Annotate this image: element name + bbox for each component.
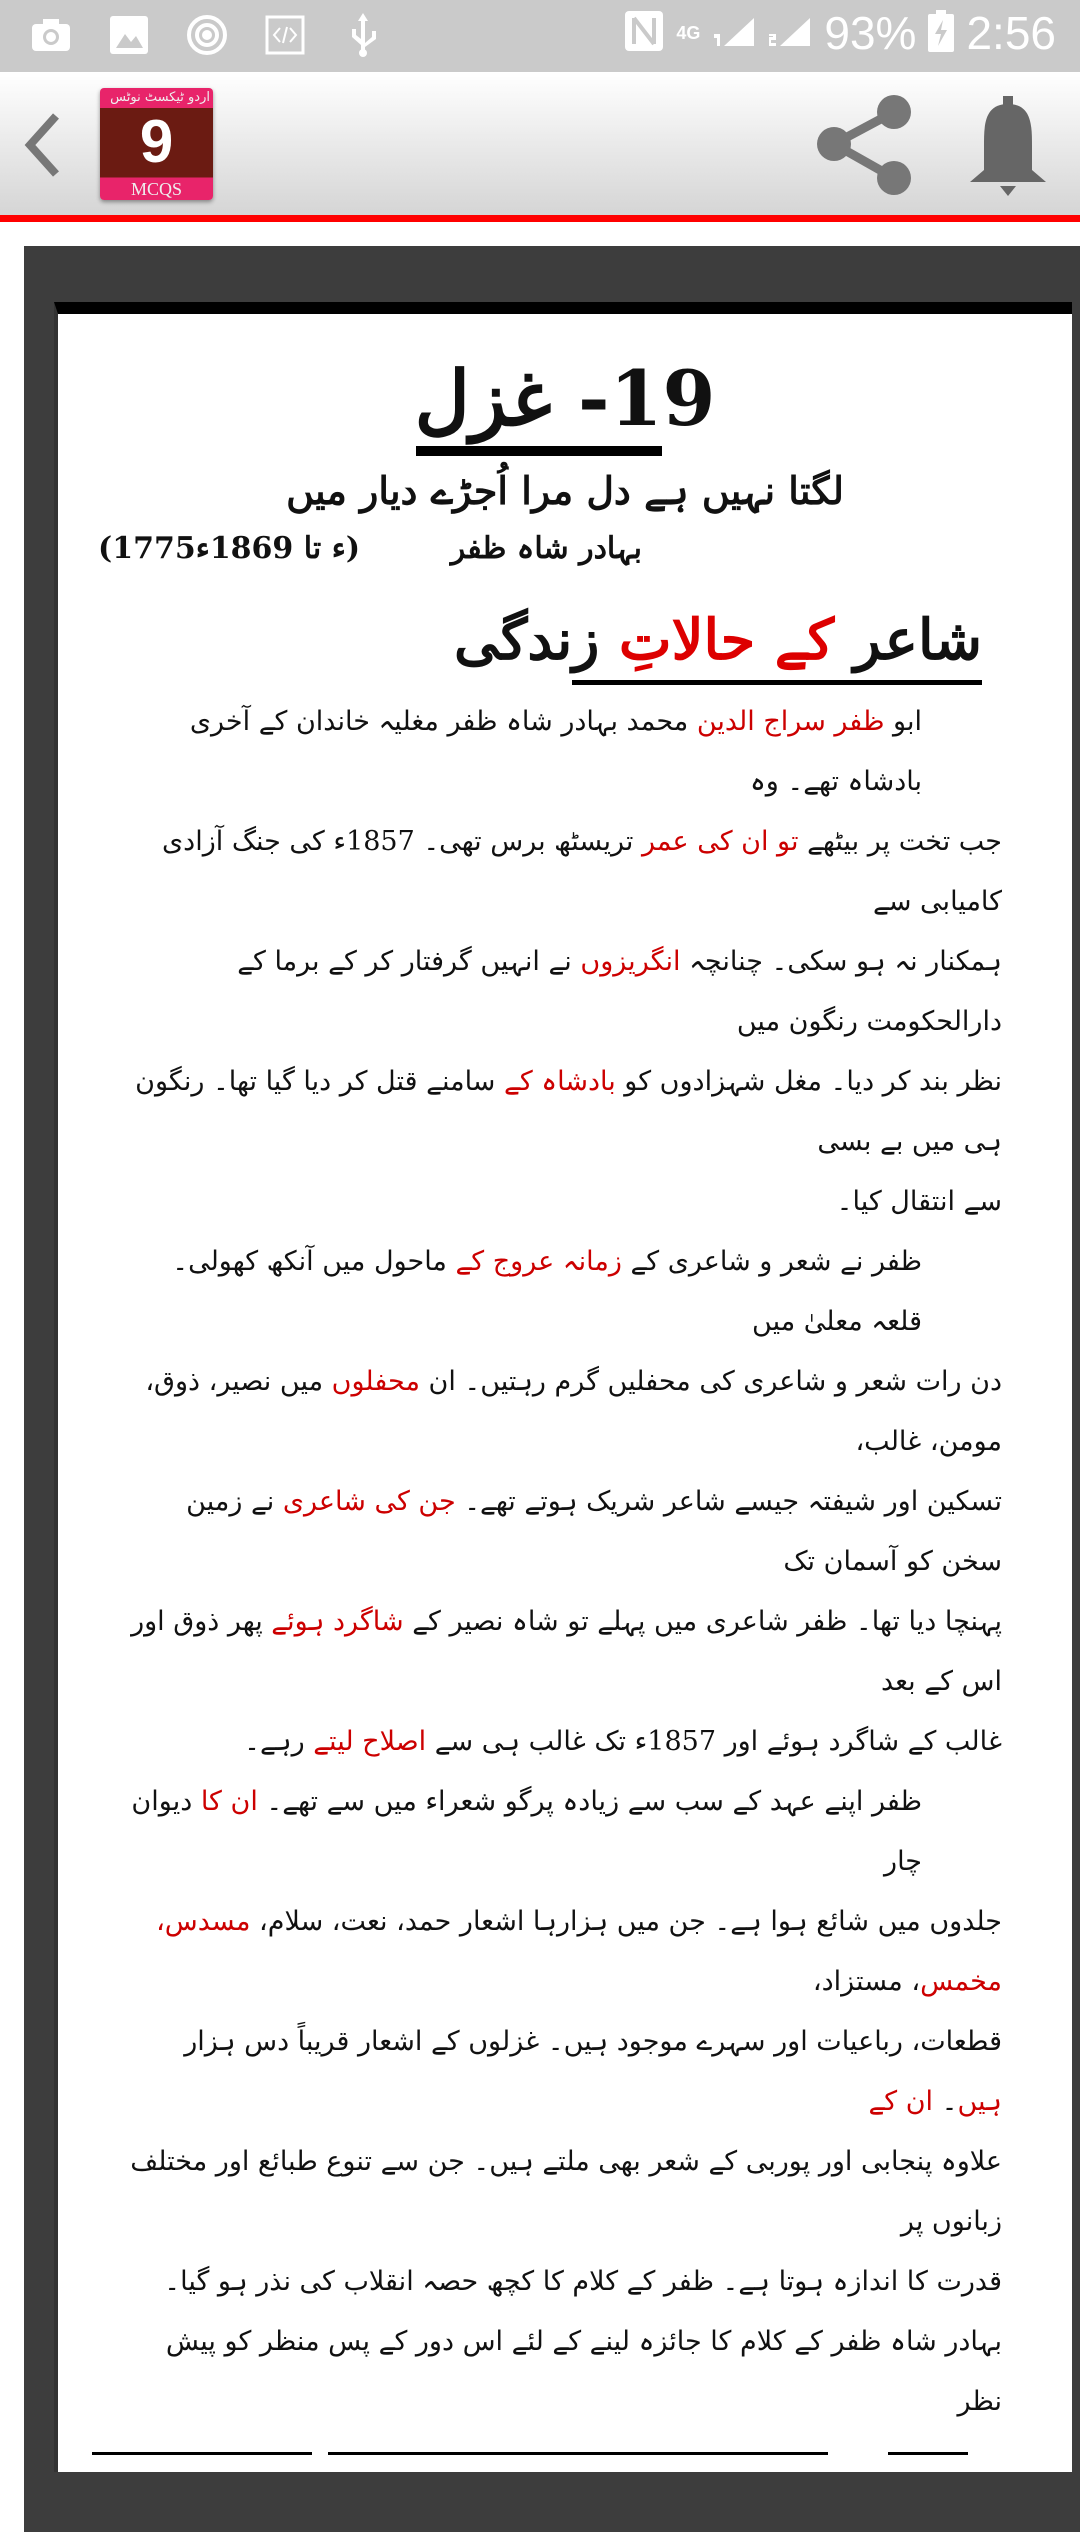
logo-urdu-text: اردو ٹیکسٹ نوٹس xyxy=(110,90,210,105)
text-segment: نے زمین سخن کو آسمان تک xyxy=(186,1486,1002,1577)
highlighted-text: انگریزوں xyxy=(580,946,681,977)
footer-rule xyxy=(328,2452,828,2455)
poet-dates: (1775ء تا 1869ء) xyxy=(98,531,361,566)
text-segment: تریسٹھ برس تھی۔ 1857ء کی جنگ آزادی کامیابی سے xyxy=(162,826,1002,917)
signal-sim1-icon xyxy=(712,14,756,53)
highlighted-text: تو ان کی عمر xyxy=(642,826,799,857)
paragraph-line xyxy=(128,1772,1002,1892)
network-type-icon: 4G xyxy=(676,23,701,43)
pdf-viewer[interactable] xyxy=(24,246,1080,2532)
text-segment: نے انہیں گرفتار کر کے برما کے دارالحکومت رنگون میں xyxy=(237,946,1002,1037)
usb-icon xyxy=(342,14,384,56)
text-segment: نظر بند کر دیا۔ مغل شہزادوں کو xyxy=(615,1066,1002,1097)
highlighted-text: زمانہ عروج کے xyxy=(455,1246,622,1277)
logo-caption: MCQS xyxy=(130,179,183,199)
text-segment: ظفر نے شعر و شاعری کے xyxy=(621,1246,922,1277)
battery-percent: 93% xyxy=(824,7,917,59)
heading-part: ِ زندگی xyxy=(454,607,619,673)
paragraph-line xyxy=(128,1172,1002,1232)
paragraph-line xyxy=(128,1592,1002,1712)
camera-icon xyxy=(30,14,72,56)
status-bar xyxy=(0,0,1080,72)
share-icon xyxy=(812,92,916,196)
paragraph-line xyxy=(128,932,1002,1052)
text-segment: سامنے قتل کر دیا گیا تھا۔ رنگون ہی میں بے بسی xyxy=(135,1066,1002,1157)
text-segment: غالب کے شاگرد ہوئے اور 1857ء تک غالب ہی سے xyxy=(426,1726,1002,1757)
text-segment: ، مستزاد، xyxy=(812,1966,921,1997)
heading-part: شاعر xyxy=(853,607,982,673)
highlighted-text: محفلوں xyxy=(331,1366,420,1397)
text-segment: علاوہ پنجابی اور پوربی کے شعر بھی ملتے ہیں۔ جن سے تنوع طبائع اور مختلف زبانوں پر xyxy=(130,2146,1002,2237)
paragraph-line xyxy=(128,1712,1002,1772)
text-segment: ظفر اپنے عہد کے سب سے زیادہ پرگو شعراء میں سے تھے۔ xyxy=(257,1786,922,1817)
paragraph-line xyxy=(128,812,1002,932)
document-subtitle: لگتا نہیں ہے دل مرا اُجڑے دیار میں xyxy=(286,468,844,513)
text-segment: سے انتقال کیا۔ xyxy=(836,1186,1002,1217)
highlighted-text: بادشاہ کے xyxy=(504,1066,616,1097)
text-segment: دیوان چار xyxy=(131,1786,922,1877)
share-button[interactable] xyxy=(812,92,916,196)
text-segment: ماحول میں آنکھ کھولی۔ قلعہ معلیٰ میں xyxy=(172,1246,922,1337)
highlighted-text: اصلاح لیتے xyxy=(313,1726,427,1757)
text-segment: قدرت کا اندازہ ہوتا ہے۔ ظفر کے کلام کا کچھ حصہ انقلاب کی نذر ہو گیا۔ xyxy=(164,2266,1002,2297)
image-icon xyxy=(108,14,150,56)
nfc-icon xyxy=(624,10,664,57)
back-button[interactable] xyxy=(22,110,62,180)
footer-rule xyxy=(888,2452,968,2455)
paragraph-line xyxy=(128,1232,1002,1352)
text-segment: قطعات، رباعیات اور سہرے موجود ہیں۔ غزلوں کے اشعار قریباً دس ہزار xyxy=(184,2026,1002,2057)
text-segment: دن رات شعر و شاعری کی محفلیں گرم رہتیں۔ ان xyxy=(419,1366,1002,1397)
text-segment: جلدوں میں شائع ہوا ہے۔ جن میں ہزارہا اشعار حمد، نعت، سلام، xyxy=(250,1906,1002,1937)
paragraph-line xyxy=(128,2012,1002,2132)
footer-rule xyxy=(92,2452,312,2455)
text-segment: بہادر شاہ ظفر کے کلام کا جائزہ لینے کے لئے اس دور کے پس منظر کو پیش نظر xyxy=(165,2326,1002,2417)
paragraph-line xyxy=(128,2312,1002,2432)
bell-icon xyxy=(968,96,1048,196)
text-segment: ابو xyxy=(884,706,922,737)
text-segment: ہمکنار نہ ہو سکی۔ چنانچہ xyxy=(680,946,1002,977)
footer-rules xyxy=(58,2452,1072,2472)
signal-sim2-icon xyxy=(768,14,812,53)
app-logo xyxy=(100,88,213,200)
paragraph-line xyxy=(128,2252,1002,2312)
text-segment: ۔ xyxy=(933,2086,958,2117)
text-segment: پھر ذوق اور اس کے بعد xyxy=(131,1606,1002,1697)
highlighted-text: ان کے xyxy=(868,2086,934,2117)
hotspot-icon xyxy=(186,14,228,56)
text-segment: تسکین اور شیفتہ جیسے شاعر شریک ہوتے تھے۔ xyxy=(455,1486,1002,1517)
paragraph-line xyxy=(128,1052,1002,1172)
highlighted-text: ان کا xyxy=(200,1786,258,1817)
poet-name: بہادر شاہ ظفر xyxy=(450,531,642,566)
document-page xyxy=(54,302,1072,2472)
highlighted-text: ہیں xyxy=(957,2086,1002,2117)
app-bar-divider xyxy=(0,215,1080,222)
heading-part: کے حالات xyxy=(618,607,835,673)
paragraph-line xyxy=(128,692,1002,812)
paragraph-line xyxy=(128,1892,1002,2012)
highlighted-text: ظفر سراج الدین xyxy=(696,706,885,737)
battery-charging-icon xyxy=(928,10,954,57)
developer-icon xyxy=(264,14,306,56)
text-segment: جب تخت پر بیٹھے xyxy=(798,826,1002,857)
paragraph-line xyxy=(128,1472,1002,1592)
chevron-left-icon xyxy=(22,110,62,180)
paragraph-line xyxy=(128,2132,1002,2252)
body-text xyxy=(128,314,1002,2532)
notifications-button[interactable] xyxy=(968,96,1048,196)
paragraph-line xyxy=(128,1352,1002,1472)
text-segment: میں نصیر، ذوق، مومن، غالب، xyxy=(145,1366,1002,1457)
highlighted-text: جن کی شاعری xyxy=(282,1486,456,1517)
text-segment: پہنچا دیا تھا۔ ظفر شاعری میں پہلے تو شاہ نصیر کے xyxy=(403,1606,1002,1637)
text-segment: محمد بہادر شاہ ظفر مغلیہ خاندان کے آخری بادشاہ تھے۔ وہ xyxy=(189,706,922,797)
logo-number: 9 xyxy=(139,108,174,175)
document-title: 19- غزل xyxy=(414,354,716,443)
highlighted-text: مسدس، مخمس xyxy=(156,1906,1002,1997)
clock: 2:56 xyxy=(966,7,1056,59)
highlighted-text: شاگرد ہوئے xyxy=(271,1606,404,1637)
text-segment: رہے۔ xyxy=(244,1726,314,1757)
